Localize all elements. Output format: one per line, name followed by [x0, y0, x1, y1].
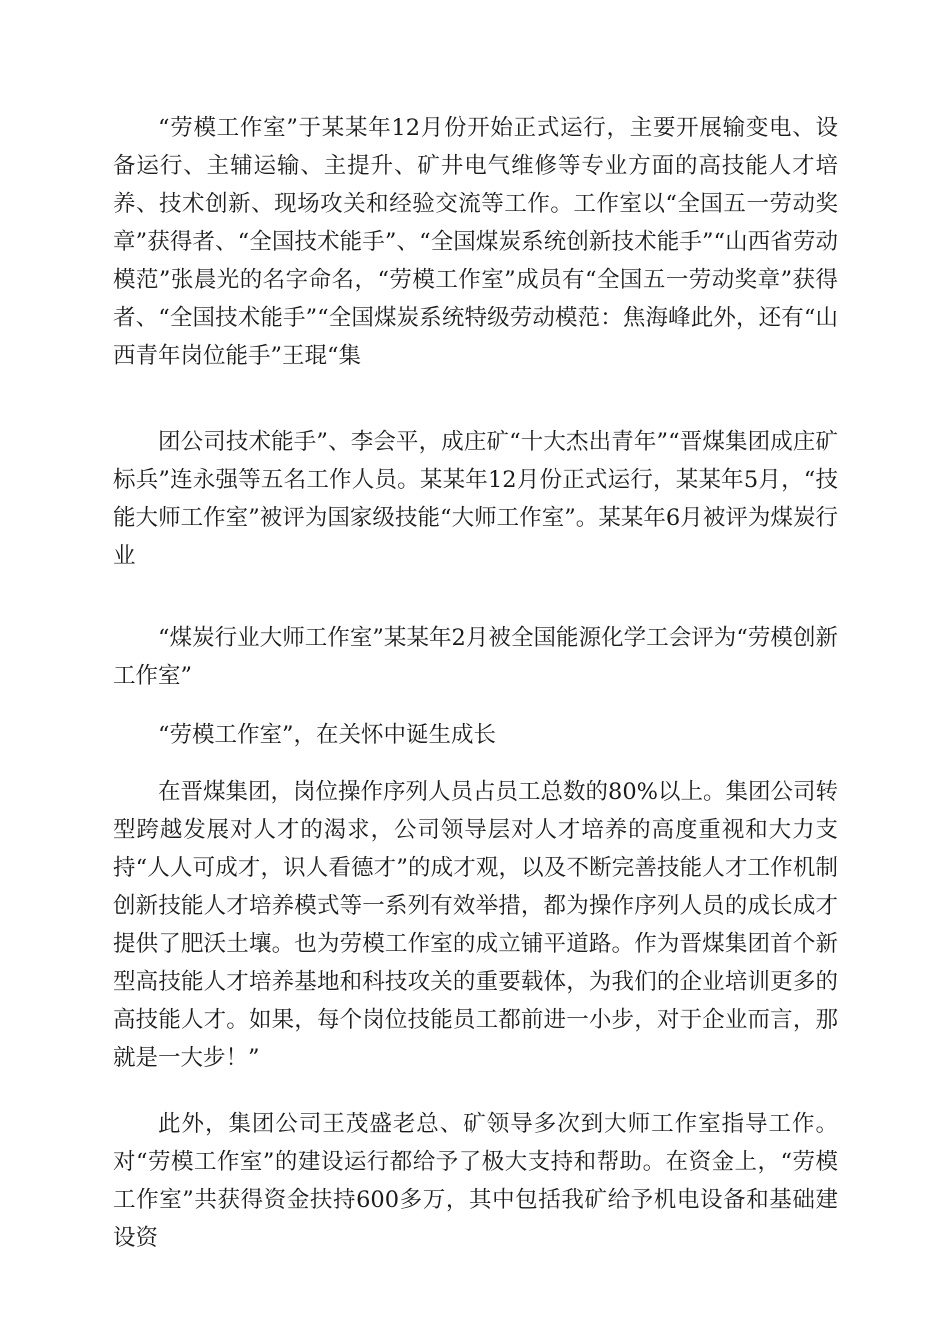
paragraph-3: “煤炭行业大师工作室”某某年2月被全国能源化学工会评为“劳模创新工作室”: [113, 625, 838, 689]
paragraph-4: 在晋煤集团，岗位操作序列人员占员工总数的80%以上。集团公司转型跨越发展对人才的渴求，公司领导层对人才培养的高度重视和大力支持“人人可成才，识人看德才”的成才观，以及不断完善技能人才工作机制创新技能人才培养模式等一系列有效举措，都为操作序列人员的成长成才提供了肥沃土壤。也为劳模工作室的成立铺平道路。作为晋煤集团首个新型高技能人才培养基地和科技攻关的重要载体，为我们的企业培训更多的高技能人才。如果，每个岗位技能员工都前进一小步，对于企业而言，那就是一大步！”: [113, 779, 839, 1071]
paragraph-5: 此外，集团公司王茂盛老总、矿领导多次到大师工作室指导工作。对“劳模工作室”的建设运行都给予了极大支持和帮助。在资金上，“劳模工作室”共获得资金扶持600多万，其中包括我矿给予机电设备和基础建设资: [113, 1111, 838, 1251]
section-heading: “劳模工作室”，在关怀中诞生成长: [158, 722, 497, 748]
paragraph-2: 团公司技术能手”、李会平，成庄矿“十大杰出青年”“晋煤集团成庄矿标兵”连永强等五名工作人员。某某年12月份正式运行，某某年5月，“技能大师工作室”被评为国家级技能“大师工作室”。某某年6月被评为煤炭行业: [113, 429, 838, 569]
paragraph-1: “劳模工作室”于某某年12月份开始正式运行，主要开展输变电、设备运行、主辅运输、主提升、矿井电气维修等专业方面的高技能人才培养、技术创新、现场攻关和经验交流等工作。工作室以“全国五一劳动奖章”获得者、“全国技术能手”、“全国煤炭系统创新技术能手”“山西省劳动模范”张晨光的名字命名，“劳模工作室”成员有“全国五一劳动奖章”获得者、“全国技术能手”“全国煤炭系统特级劳动模范：焦海峰此外，还有“山西青年岗位能手”王琨“集: [113, 115, 838, 369]
